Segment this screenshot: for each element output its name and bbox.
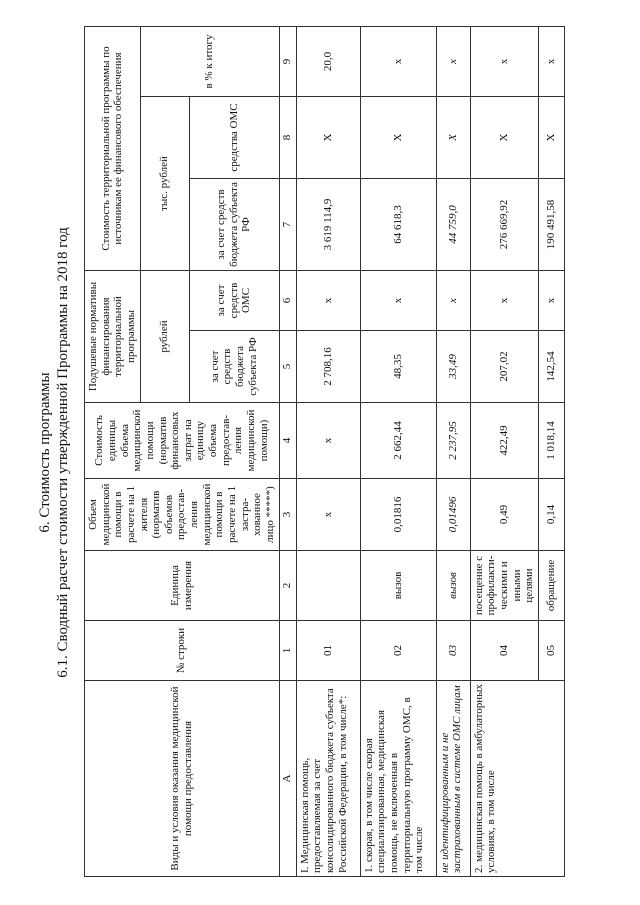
row-unit-cost: х [296,403,360,479]
header-norm-oms: за счет средств ОМС [189,271,279,331]
table-row [360,26,436,876]
row-volume: 0,01816 [360,479,436,551]
row-norm-oms: х [538,271,564,331]
section-title: 6. Стоимость программы [37,372,53,533]
row-name: не идентифицированным и не застрахованным в системе ОМС лицам [436,681,470,877]
row-unit-cost: 422,49 [470,403,538,479]
table-row [436,26,470,876]
row-percent: х [538,26,564,96]
column-number: 5 [279,331,296,403]
row-percent: 20,0 [296,26,360,96]
row-line: 05 [538,621,564,681]
header-line-number: № строки [85,621,280,681]
row-cost-oms: Х [360,97,436,179]
row-percent: х [360,26,436,96]
row-cost-budget: 44 759,0 [436,179,470,271]
row-unit: вызов [436,551,470,621]
header-norm-group: Подушевые нормативы финансирования территориальной программы [85,271,141,403]
row-volume: 0,14 [538,479,564,551]
subsection-title: 6.1. Сводный расчет стоимости утвержденной Программы на 2018 год [55,227,71,678]
row-norm-budget: 2 708,16 [296,331,360,403]
row-cost-budget: 64 618,3 [360,179,436,271]
cost-table [84,26,565,877]
column-number: 1 [279,621,296,681]
row-unit-cost: 2 237,95 [436,403,470,479]
row-unit: посещение с профилакти-ческими и иными целями [470,551,538,621]
header-cost-oms: средства ОМС [189,97,279,179]
header-norm-budget: за счет средств бюджета субъекта РФ [189,331,279,403]
header-unit: Единица измерения [85,551,280,621]
row-volume: 0,01496 [436,479,470,551]
row-unit-cost: 1 018,14 [538,403,564,479]
column-number: 8 [279,97,296,179]
row-norm-oms: х [296,271,360,331]
row-cost-oms: Х [436,97,470,179]
header-unit-cost: Стоимость единицы объема медицинской помощи (норматив финансовых затрат на единицу объема предостав-ления медицинской помощи) [85,403,280,479]
header-kinds: Виды и условия оказания медицинской помощи предоставления [85,681,280,877]
row-cost-oms: Х [296,97,360,179]
header-percent: в % к итогу [140,26,279,96]
column-number: 2 [279,551,296,621]
column-number: 9 [279,26,296,96]
row-unit-cost: 2 662,44 [360,403,436,479]
row-volume: 0,49 [470,479,538,551]
row-norm-oms: х [360,271,436,331]
row-cost-budget: 190 491,58 [538,179,564,271]
header-norm-unit: рублей [140,271,189,403]
column-number: 7 [279,179,296,271]
header-cost-unit: тыс. рублей [140,97,189,271]
header-cost-budget: за счет средств бюджета субъекта РФ [189,179,279,271]
row-norm-oms: х [470,271,538,331]
row-percent: х [470,26,538,96]
row-norm-budget: 142,54 [538,331,564,403]
row-name: I. Медицинская помощь, предоставляемая за счет консолидированного бюджета субъекта Российской Федерации, в том числе*: [296,681,360,877]
row-unit [296,551,360,621]
row-cost-budget: 3 619 114,9 [296,179,360,271]
row-volume: х [296,479,360,551]
header-volume: Объем медицинской помощи в расчете на 1 жителя (норматив объемов предостав-ления медицинской помощи в расчете на 1 застра-хованное лицо *****) [85,479,280,551]
row-norm-budget: 48,35 [360,331,436,403]
row-cost-oms: Х [538,97,564,179]
row-cost-budget: 276 669,92 [470,179,538,271]
column-number: А [279,681,296,877]
row-norm-oms: х [436,271,470,331]
row-line: 01 [296,621,360,681]
column-number: 6 [279,271,296,331]
header-cost-group: Стоимость территориальной программы по источникам ее финансового обеспечения [85,26,141,270]
column-number: 4 [279,403,296,479]
column-number: 3 [279,479,296,551]
table-row [470,26,538,876]
row-cost-oms: Х [470,97,538,179]
row-norm-budget: 207,02 [470,331,538,403]
row-line: 02 [360,621,436,681]
row-name: 1. скорая, в том числе скорая специализированная, медицинская помощь, не включенная в территориальную программу ОМС, в том числе [360,681,436,877]
row-norm-budget: 33,49 [436,331,470,403]
row-unit: вызов [360,551,436,621]
row-line: 04 [470,621,538,681]
row-name: 2. медицинская помощь в амбулаторных условиях, в том числе [470,681,564,877]
row-unit: обращение [538,551,564,621]
table-row [296,26,360,876]
row-line: 03 [436,621,470,681]
row-percent: х [436,26,470,96]
